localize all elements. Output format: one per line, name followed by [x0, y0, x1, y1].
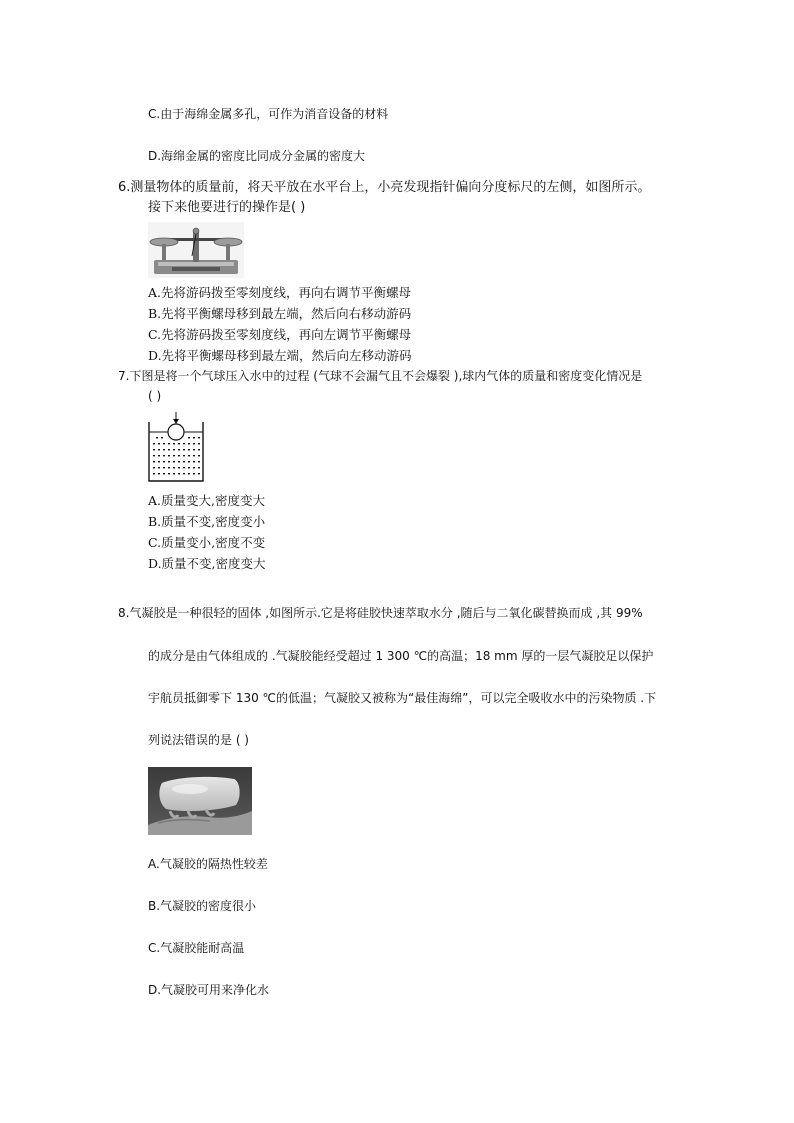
q5-option-c: C.由于海绵金属多孔，可作为消音设备的材料: [148, 107, 389, 121]
q8-option-c: C.气凝胶能耐高温: [148, 941, 245, 955]
q8-stem-line3: 宇航员抵御零下 130 ℃的低温；气凝胶又被称为“最佳海绵”，可以完全吸收水中的污染物质 .下: [148, 691, 657, 705]
q8-stem-line4: 列说法错误的是 ( ): [148, 733, 249, 747]
q5-option-d: D.海绵金属的密度比同成分金属的密度大: [148, 149, 366, 163]
q7-option-b: B.质量不变,密度变小: [148, 514, 266, 529]
balance-scale-photo: [148, 222, 244, 278]
q8-option-b: B.气凝胶的密度很小: [148, 899, 257, 913]
q7-stem-line2: ( ): [148, 389, 162, 403]
q6-option-b: B.先将平衡螺母移到最左端，然后向右移动游码: [148, 306, 412, 321]
q7-stem-line1: 7.下图是将一个气球压入水中的过程 (气球不会漏气且不会爆裂 ),球内气体的质量和密度变化情况是: [118, 369, 643, 383]
q6-option-d: D.先将平衡螺母移到最左端，然后向左移动游码: [148, 348, 412, 363]
q8-stem-line2: 的成分是由气体组成的 .气凝胶能经受超过 1 300 ℃的高温；18 mm 厚的一层气凝胶足以保护: [148, 649, 654, 663]
aerogel-on-hand-photo: [148, 767, 252, 835]
q7-option-a: A.质量变大,密度变大: [148, 493, 265, 508]
q7-option-c: C.质量变小,密度不变: [148, 535, 266, 550]
q8-stem-line1: 8.气凝胶是一种很轻的固体 ,如图所示.它是将硅胶快速萃取水分 ,随后与二氧化碳替换而成 ,其 99%: [118, 606, 643, 620]
q6-option-c: C.先将游码拨至零刻度线，再向左调节平衡螺母: [148, 327, 412, 342]
q6-stem-line1: 6.测量物体的质量前，将天平放在水平台上，小亮发现指针偏向分度标尺的左侧，如图所示。: [118, 180, 651, 195]
q7-option-d: D.质量不变,密度变大: [148, 556, 266, 571]
q8-option-d: D.气凝胶可用来净化水: [148, 983, 270, 997]
balloon-in-water-diagram: [148, 410, 204, 482]
q6-option-a: A.先将游码拨至零刻度线，再向右调节平衡螺母: [148, 285, 412, 300]
q8-option-a: A.气凝胶的隔热性较差: [148, 857, 268, 871]
q6-stem-line2: 接下来他要进行的操作是( ): [148, 200, 306, 215]
